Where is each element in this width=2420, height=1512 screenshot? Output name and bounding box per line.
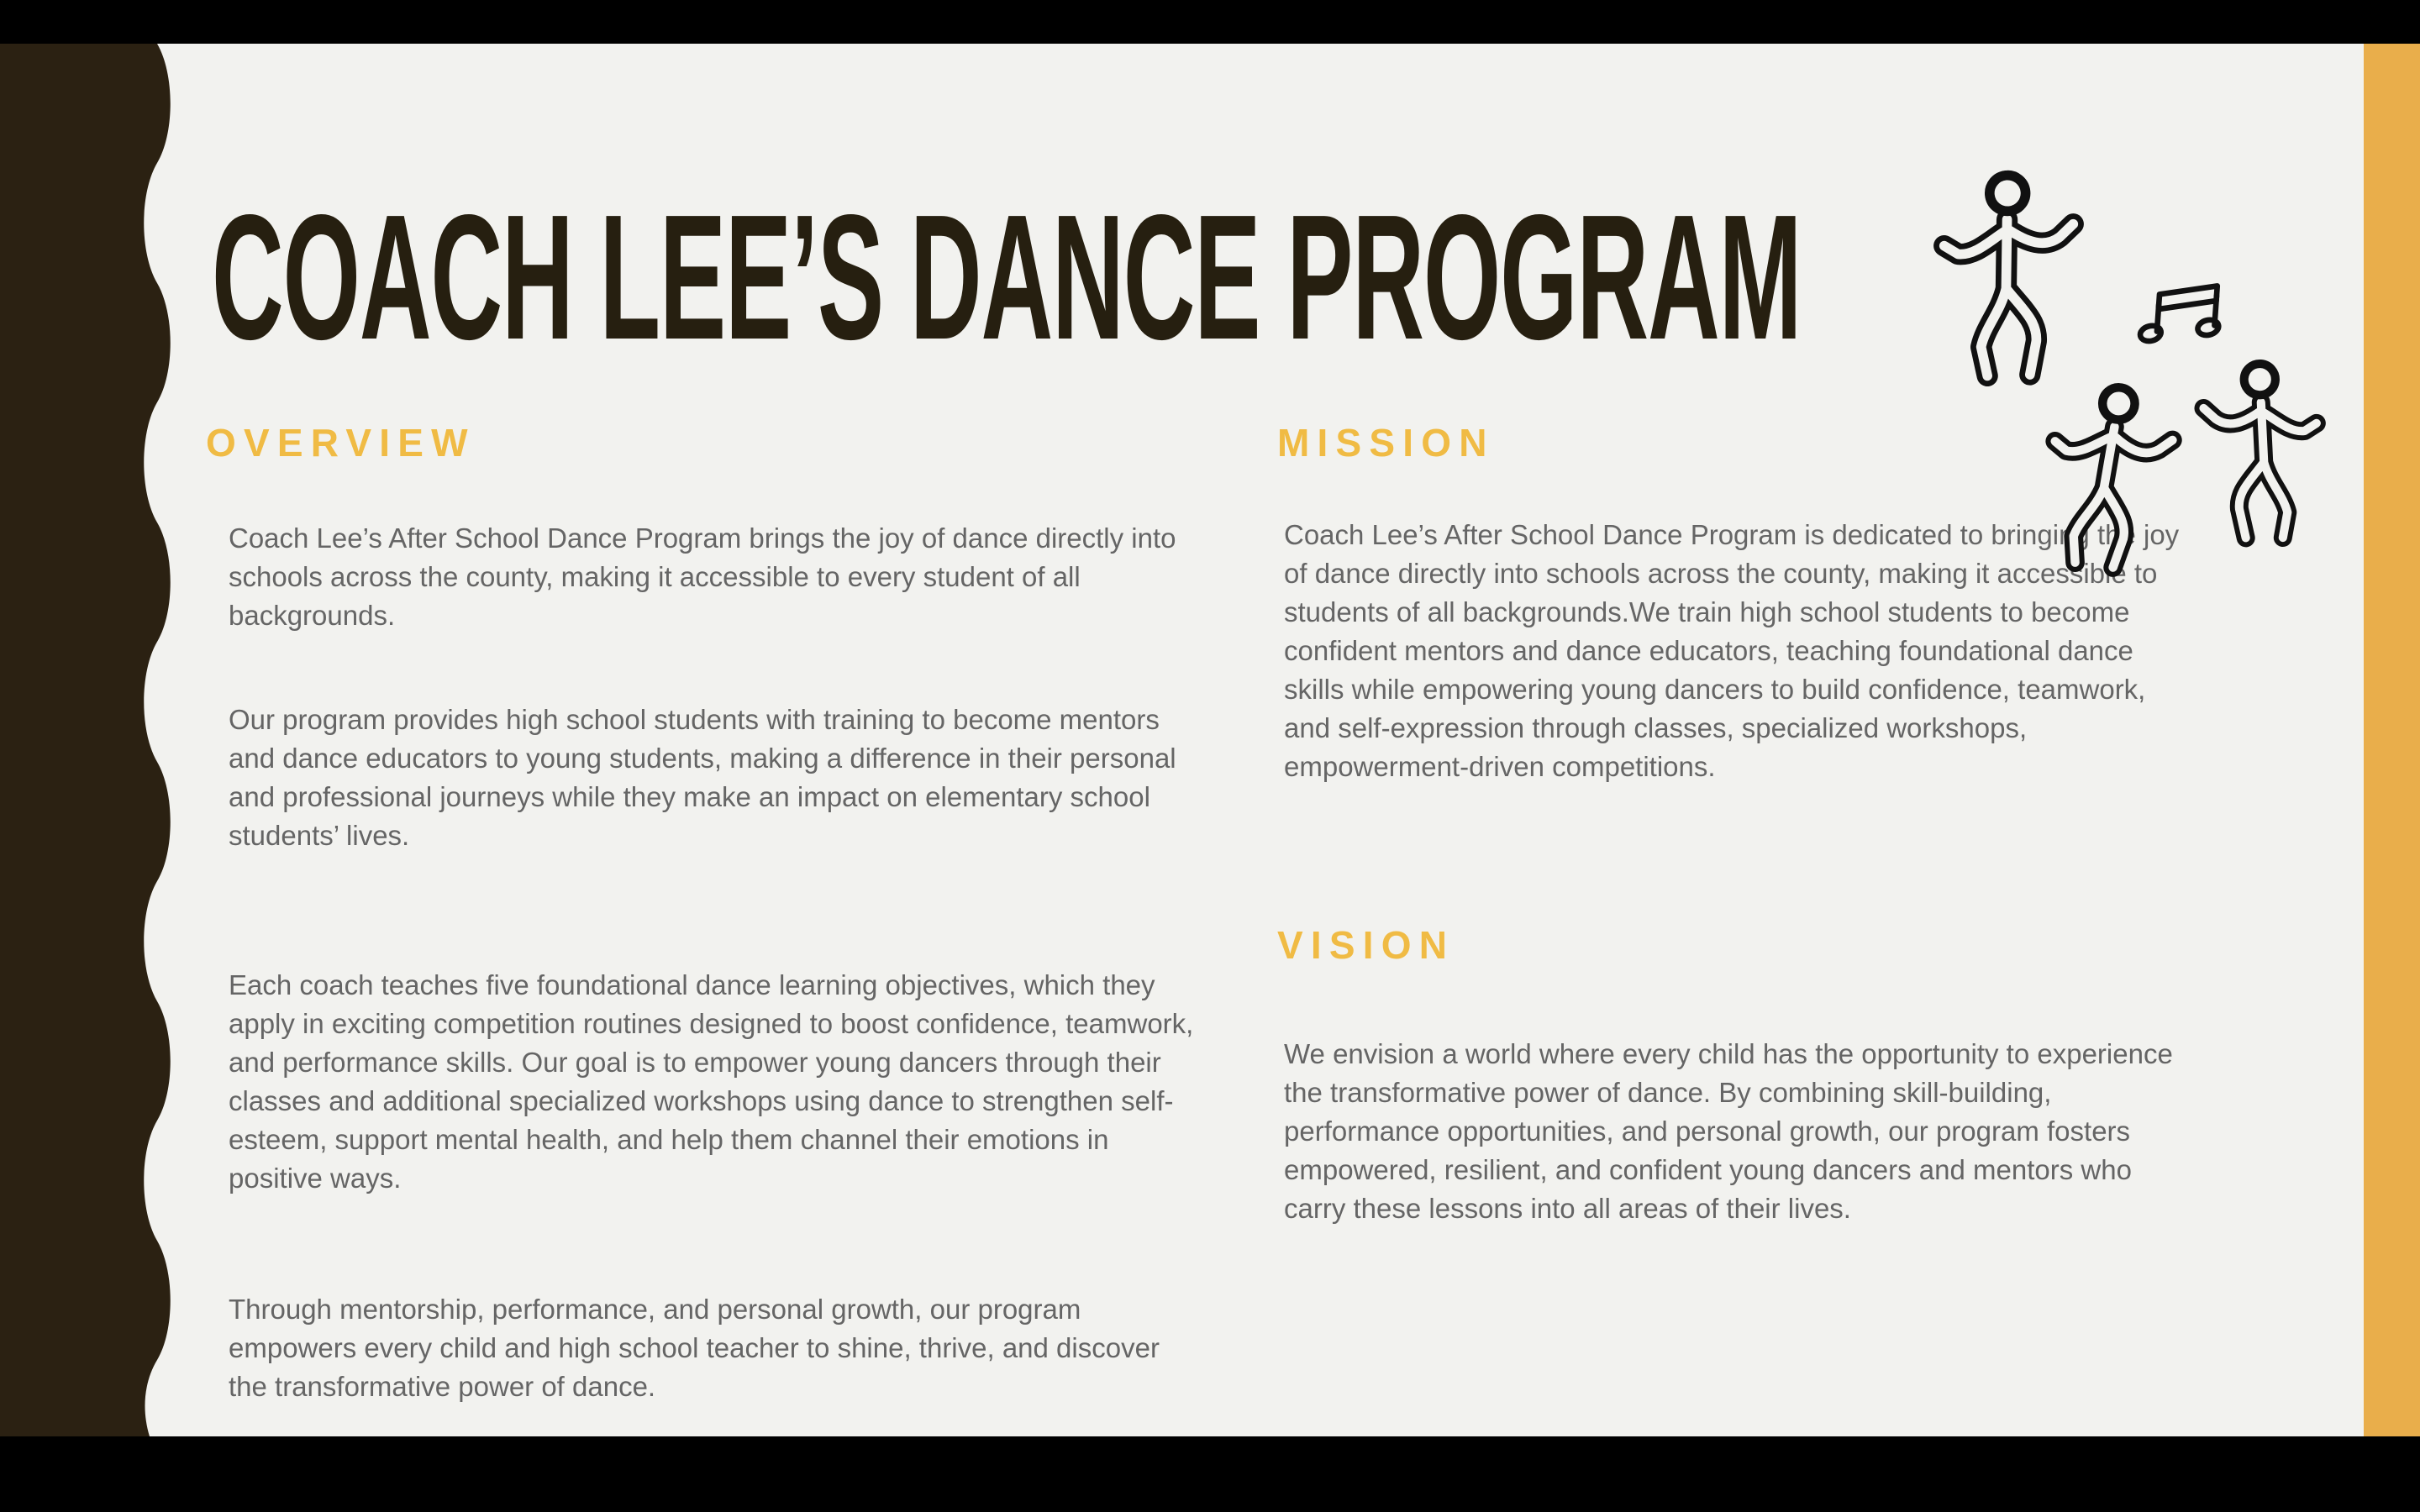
overview-paragraph-1: Coach Lee’s After School Dance Program brings the joy of dance directly into schools across the county, making it accessible to every student of all backgrounds. xyxy=(229,522,1176,631)
overview-paragraph-4: Through mentorship, performance, and personal growth, our program empowers every child and high school teacher to shine, thrive, and discover the transformative power of dance. xyxy=(229,1294,1160,1402)
vision-heading: VISION xyxy=(1277,923,1455,967)
overview-heading: OVERVIEW xyxy=(206,421,476,465)
mission-heading: MISSION xyxy=(1277,421,1495,465)
overview-paragraph-2: Our program provides high school students with training to become mentors and dance educators to young students, making a difference in their personal and professional journeys while they make an impact on elementary school students’ lives. xyxy=(229,704,1176,851)
dancer-icon xyxy=(1917,161,2120,407)
slide-title-text: COACH LEE’S DANCE PROGRAM xyxy=(212,177,1802,376)
vision-paragraph: We envision a world where every child has the opportunity to experience the transformative power of dance. By combining skill-building, performance opportunities, and personal growth, our program fosters empowered, resilient, and confident young dancers and mentors who carry these lessons into all areas of their lives. xyxy=(1284,1038,2173,1224)
dancer-icon xyxy=(2168,353,2338,564)
music-note-icon xyxy=(2136,265,2241,360)
mission-paragraph: Coach Lee’s After School Dance Program is dedicated to bringing the joy of dance directly into schools across the county, making it accessible to students of all backgrounds.We train high school students to become confident mentors and dance educators, teaching foundational dance skills while empowering young dancers to build confidence, teamwork, and self-expression through classes, specialized workshops, empowerment-driven competitions. xyxy=(1284,519,2180,782)
overview-paragraph-3: Each coach teaches five foundational dance learning objectives, which they apply in exciting competition routines designed to boost confidence, teamwork, and performance skills. Our goal is to empower young dancers through their classes and additional specialized workshops using dance to strengthen self-esteem, support mental health, and help them channel their emotions in positive ways. xyxy=(229,969,1194,1194)
slide-canvas xyxy=(0,44,2420,1436)
letterbox-bottom xyxy=(0,1436,2420,1512)
left-wave-decoration xyxy=(0,44,178,1436)
letterbox-top xyxy=(0,0,2420,44)
